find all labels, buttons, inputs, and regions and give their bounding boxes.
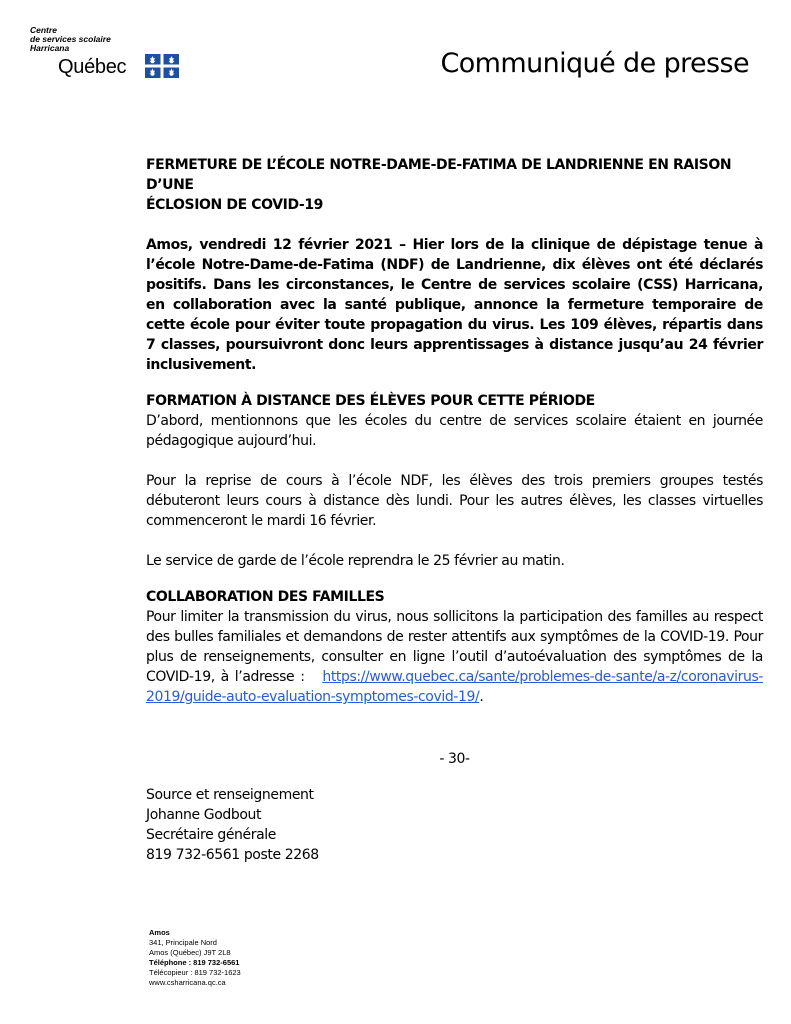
quebec-wordmark: Québec xyxy=(58,56,127,78)
org-line-1: Centre xyxy=(30,25,57,35)
org-line-3: Harricana xyxy=(30,43,70,53)
self-assessment-link[interactable]: https://www.quebec.ca/sante/problemes-de-sante/a-z/coronavirus-2019/guide-auto-evaluation-symptomes-covid-19/ xyxy=(146,669,763,705)
section-heading-families: COLLABORATION DES FAMILLES xyxy=(146,589,385,605)
footer-address xyxy=(149,928,241,988)
document-type: Communiqué de presse xyxy=(440,48,749,79)
contact-block xyxy=(146,785,763,865)
footer-street: 341, Principale Nord xyxy=(149,938,217,947)
quebec-fleur-de-lis-flag-icon xyxy=(145,54,179,78)
organization-name xyxy=(30,26,111,53)
footer-postal: Amos (Québec) J9T 2L8 xyxy=(149,948,231,957)
end-mark: - 30- xyxy=(439,751,470,767)
contact-role: Secrétaire générale xyxy=(146,827,276,843)
contact-name: Johanne Godbout xyxy=(146,807,262,823)
quebec-logo xyxy=(28,24,198,84)
press-release-title: FERMETURE DE L’ÉCOLE NOTRE-DAME-DE-FATIMA DE LANDRIENNE EN RAISON D’UNE ÉCLOSION DE COVID-19 xyxy=(146,157,732,213)
paragraph-ped-day: D’abord, mentionnons que les écoles du centre de services scolaire étaient en journée pédagogique aujourd’hui. xyxy=(146,413,763,449)
org-line-2: de services scolaire xyxy=(30,34,111,44)
contact-label: Source et renseignement xyxy=(146,787,314,803)
footer-fax: Télécopieur : 819 732-1623 xyxy=(149,968,241,977)
lead-paragraph: Amos, vendredi 12 février 2021 – Hier lors de la clinique de dépistage tenue à l’école Notre-Dame-de-Fatima (NDF) de Landrienne, dix élèves ont été déclarés positifs. Dans les circonstances, le Centre de services scolaire (CSS) Harricana, en collaboration avec la santé publique, annonce la fermeture temporaire de cette école pour éviter toute propagation du virus. Les 109 élèves, répartis dans 7 classes, poursuivront donc leurs apprentissages à distance jusqu’au 24 février inclusivement. xyxy=(146,237,763,373)
section-heading-distance-learning: FORMATION À DISTANCE DES ÉLÈVES POUR CETTE PÉRIODE xyxy=(146,393,595,409)
paragraph-resumption: Pour la reprise de cours à l’école NDF, les élèves des trois premiers groupes testés débuteront leurs cours à distance dès lundi. Pour les autres élèves, les classes virtuelles commenceront le mardi 16 février. xyxy=(146,473,763,529)
footer-city: Amos xyxy=(149,928,170,937)
paragraph-daycare: Le service de garde de l’école reprendra le 25 février au matin. xyxy=(146,553,565,569)
footer-web: www.csharricana.qc.ca xyxy=(149,978,226,987)
footer-telephone: Téléphone : 819 732-6561 xyxy=(149,958,240,967)
paragraph-families: Pour limiter la transmission du virus, nous sollicitons la participation des familles au respect des bulles familiales et demandons de rester attentifs aux symptômes de la COVID-19. Pour plus de renseignements, consulter en ligne l’outil d’autoévaluation des symptômes de la COVID-19, à l’adresse : https://www.quebec.ca/sante/problemes-de-sante/a-z/coronavirus-2019/guide-auto-evaluation-symptomes-covid-19/. xyxy=(146,609,763,705)
press-release-body xyxy=(146,155,763,865)
contact-phone: 819 732-6561 poste 2268 xyxy=(146,847,319,863)
